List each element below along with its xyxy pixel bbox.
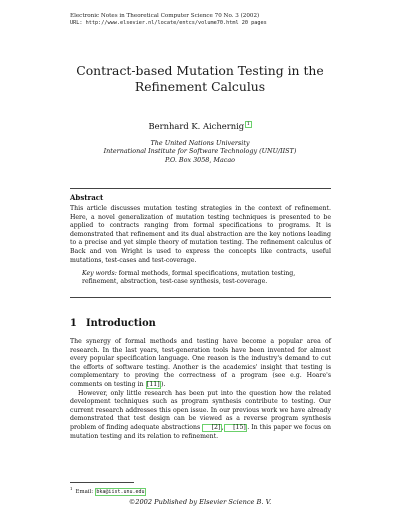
section-heading	[70, 318, 156, 329]
author-name: Bernhard K. Aichernig	[148, 121, 245, 131]
affiliation	[40, 139, 360, 164]
paragraph-text: ).	[161, 380, 166, 388]
paragraph-text: However, only little research has been put into the question how the related development techniques such as program synthesis contribute to testing. Our current research addresses this open issue. In our previous work we have already demonstrated that test design can be viewed as a reverse program synthesis problem of finding adequate abstractions	[70, 389, 331, 431]
author-line	[40, 121, 360, 131]
abstract-heading: Abstract	[70, 193, 104, 202]
affiliation-line-2: International Institute for Software Technology (UNU/IIST)	[103, 147, 297, 156]
journal-header	[70, 13, 267, 27]
section-title: Introduction	[86, 318, 156, 329]
journal-url: URL: http://www.elsevier.nl/locate/entcs/volume70.html 20 pages	[70, 20, 267, 26]
citation-separator: ,	[221, 423, 224, 431]
footnote-label: Email:	[75, 488, 94, 495]
journal-citation: Electronic Notes in Theoretical Computer Science 70 No. 3 (2002)	[70, 13, 260, 19]
abstract-top-rule	[70, 188, 331, 189]
introduction-body	[70, 338, 331, 441]
paper-title	[40, 63, 360, 94]
citation-link[interactable]: [2]	[202, 424, 222, 432]
section-number: 1	[70, 318, 77, 329]
footnote-rule	[70, 482, 134, 483]
email-link[interactable]: bka@iist.unu.edu	[96, 488, 145, 495]
citation-link[interactable]: [15]	[224, 424, 247, 432]
abstract-text: This article discusses mutation testing strategies in the context of refinement. Here, a novel generalization of mutation testing techniques is presented to be applied to contracts ranging from formal specifications to programs. It is demonstrated that refinement and its dual abstraction are the key notions leading to a precise and yet simple theory of mutation testing. The refinement calculus of Back and von Wright is used to express the concepts like contracts, useful mutations, test-cases and test-coverage.	[70, 205, 331, 264]
keywords-label: Key words:	[82, 270, 117, 277]
paragraph	[70, 390, 331, 442]
footnote-mark: 1	[70, 486, 73, 491]
footnote	[70, 486, 146, 495]
affiliation-line-1: The United Nations University	[150, 139, 250, 147]
publisher-footer: ©2002 Published by Elsevier Science B. V.	[128, 498, 272, 506]
keywords-text: formal methods, formal specifications, mutation testing, refinement, abstraction, test-case synthesis, test-coverage.	[82, 270, 296, 286]
title-line-1: Contract-based Mutation Testing in the	[76, 63, 324, 78]
citation-link[interactable]: [11]	[146, 380, 160, 388]
author-footnote-link[interactable]: 1	[246, 121, 250, 128]
paragraph	[70, 338, 331, 390]
abstract-bottom-rule	[70, 297, 331, 298]
paragraph-text: . In this paper we focus on mutation testing and its relation to refinement.	[70, 423, 331, 440]
title-line-2: Refinement Calculus	[134, 78, 266, 94]
keywords	[82, 270, 328, 287]
affiliation-line-3: P.O. Box 3058, Macao	[164, 155, 236, 164]
paragraph-text: The synergy of formal methods and testing have become a popular area of research. In the last years, test-generation tools have been invented for almost every popular specification language. One reason is the industry's demand to cut the efforts of software testing. Another is the academics' insight that testing is complementary to proving the correctness of a program (see e.g. Hoare's comments on testing in	[70, 338, 331, 388]
